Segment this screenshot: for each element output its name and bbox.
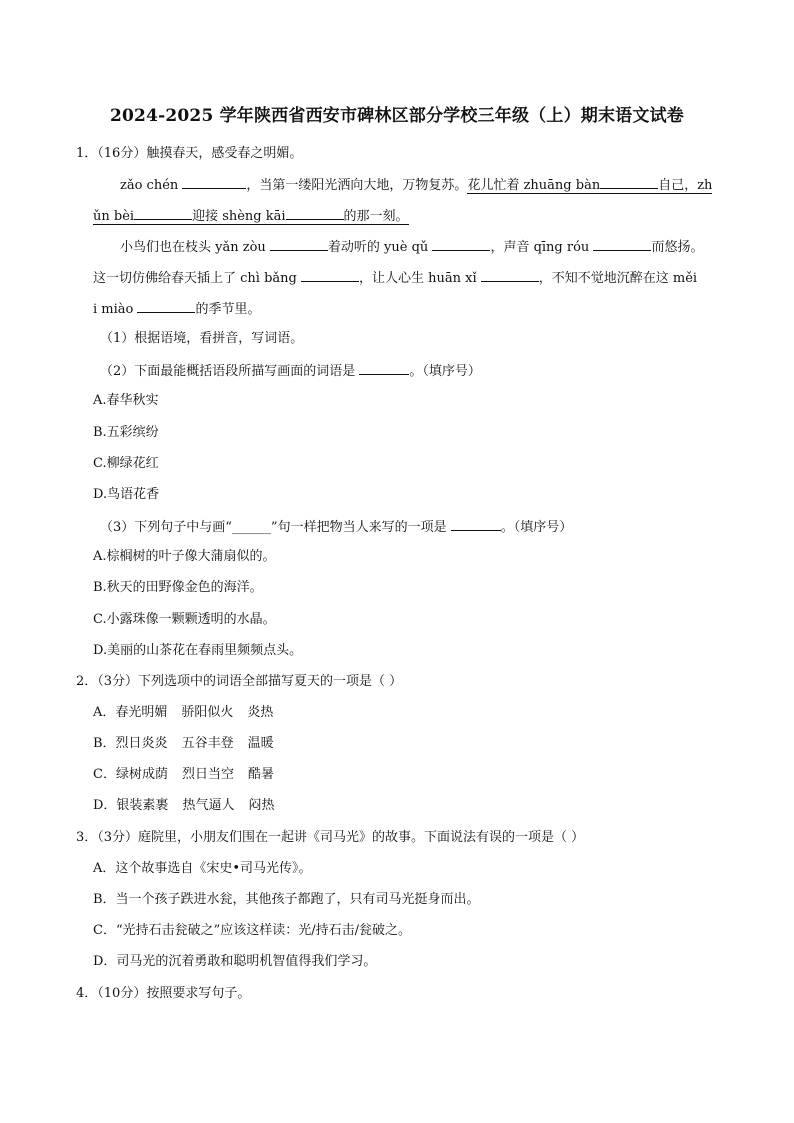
q2-a-word-1: A．春光明媚: [93, 705, 168, 720]
q1-l3-text-a: 小鸟们也在枝头 yǎn zòu: [120, 240, 270, 255]
q1-passage-line-3: [120, 236, 703, 258]
answer-blank[interactable]: [481, 267, 539, 282]
answer-blank[interactable]: [432, 236, 490, 251]
answer-blank[interactable]: [134, 205, 192, 220]
q2-option-d: [93, 796, 274, 816]
q1-l4-text-c: ，不知不觉地沉醉在这 měi: [538, 271, 698, 286]
q1-l1-text-c: 花儿忙着 zhuāng bàn: [467, 178, 601, 193]
q1-s2-end: 。（填序号）: [409, 364, 481, 379]
q1-subquestion-2: [100, 360, 481, 382]
q1-l4-text-a: 这一切仿佛给春天插上了 chì bǎng: [93, 271, 301, 286]
q2-c-word-3: 酷暑: [247, 767, 274, 782]
q1-l5-text-a: i miào: [93, 302, 138, 317]
q2-b-word-2: 五谷丰登: [181, 736, 234, 751]
q1-subquestion-3: [100, 516, 572, 538]
q1-l2-text-b: 迎接 shèng kāi: [192, 209, 286, 224]
q2-b-word-3: 温暖: [247, 736, 274, 751]
q1-passage-line-4: [93, 267, 697, 289]
q1-s3-option-a: A.棕榈树的叶子像大蒲扇似的。: [93, 549, 276, 564]
q3-option-a: A．这个故事选自《宋史•司马光传》。: [93, 861, 312, 876]
q1-subquestion-1: （1）根据语境，看拼音，写词语。: [100, 331, 304, 346]
q2-c-word-1: C．绿树成荫: [93, 767, 168, 782]
q3-option-b: B．当一个孩子跌进水瓮，其他孩子都跑了，只有司马光挺身而出。: [93, 892, 480, 907]
q2-option-a: [93, 703, 273, 723]
exam-title: 2024-2025 学年陕西省西安市碑林区部分学校三年级（上）期末语文试卷: [109, 106, 684, 126]
answer-blank[interactable]: [600, 174, 658, 189]
q1-s3-end: 。（填序号）: [500, 520, 573, 535]
answer-blank[interactable]: [301, 267, 359, 282]
q1-s3-option-b: B.秋天的田野像金色的海洋。: [93, 580, 263, 595]
answer-blank[interactable]: [270, 236, 328, 251]
q1-s3-text-b: ”句一样把物当人来写的一项是: [270, 520, 451, 535]
q1-l2-text-a: ǔn bèi: [93, 209, 135, 224]
q1-s3-option-c: C.小露珠像一颗颗透明的水晶。: [93, 612, 276, 627]
q1-l1-text-b: ，当第一缕阳光洒向大地，万物复苏。: [246, 178, 468, 193]
q1-s2-option-c: C.柳绿花红: [93, 456, 159, 471]
q1-s2-text: （2）下面最能概括语段所描写画面的词语是: [100, 364, 360, 379]
q1-l3-text-c: ，声音 qīng róu: [490, 240, 594, 255]
answer-blank[interactable]: [137, 298, 195, 313]
q1-l2-text-c: 的那一刻。: [343, 209, 409, 224]
question-3-heading: 3．（3分）庭院里，小朋友们围在一起讲《司马光》的故事。下面说法有误的一项是（ ）: [76, 830, 585, 845]
q1-l1-text-a: zǎo chén: [120, 178, 183, 193]
q1-l1-text-d: 自己，zh: [658, 178, 713, 193]
q1-s2-option-b: B.五彩缤纷: [93, 425, 159, 440]
answer-blank[interactable]: [182, 174, 246, 189]
q2-d-word-2: 热气逼人: [182, 798, 235, 813]
q1-s2-option-a: A.春华秋实: [93, 393, 159, 408]
q1-s3-text-a: （3）下列句子中与画“: [100, 520, 232, 535]
q2-d-word-1: D．银装素裹: [93, 798, 169, 813]
q2-c-word-2: 烈日当空: [181, 767, 234, 782]
question-1-heading: 1．（16分）触摸春天，感受春之明媚。: [76, 146, 303, 161]
q2-option-c: [93, 765, 274, 785]
q1-s2-option-d: D.鸟语花香: [93, 487, 160, 502]
answer-blank[interactable]: [593, 236, 651, 251]
q1-l3-text-d: 而悠扬。: [651, 240, 704, 255]
q1-l3-text-b: 着动听的 yuè qǔ: [327, 240, 433, 255]
answer-blank[interactable]: [359, 360, 409, 375]
answer-blank[interactable]: [286, 205, 344, 220]
q1-s3-option-d: D.美丽的山茶花在春雨里频频点头。: [93, 643, 303, 658]
q2-a-word-3: 炎热: [247, 705, 274, 720]
question-2-heading: 2．（3分）下列选项中的词语全部描写夏天的一项是（ ）: [76, 674, 403, 689]
q1-passage-line-2: [93, 205, 409, 227]
q2-b-word-1: B．烈日炎炎: [93, 736, 168, 751]
q3-option-d: D．司马光的沉着勇敢和聪明机智值得我们学习。: [93, 954, 377, 969]
q1-l5-text-b: 的季节里。: [195, 302, 261, 317]
q2-a-word-2: 骄阳似火: [181, 705, 234, 720]
q3-option-c: C．“光持石击瓮破之”应该这样读：光/持石击/瓮破之。: [93, 923, 411, 938]
q1-passage-line-5: [93, 298, 261, 320]
q2-option-b: [93, 734, 274, 754]
underlined-sentence: [467, 178, 712, 194]
underlined-sentence-cont: [93, 209, 409, 225]
q2-d-word-3: 闷热: [248, 798, 275, 813]
question-4-heading: 4．（10分）按照要求写句子。: [76, 986, 251, 1001]
q1-s3-underline-mark: ______: [231, 520, 271, 535]
q1-passage-line-1: [120, 174, 712, 196]
answer-blank[interactable]: [451, 516, 501, 531]
q1-l4-text-b: ，让人心生 huān xǐ: [358, 271, 481, 286]
